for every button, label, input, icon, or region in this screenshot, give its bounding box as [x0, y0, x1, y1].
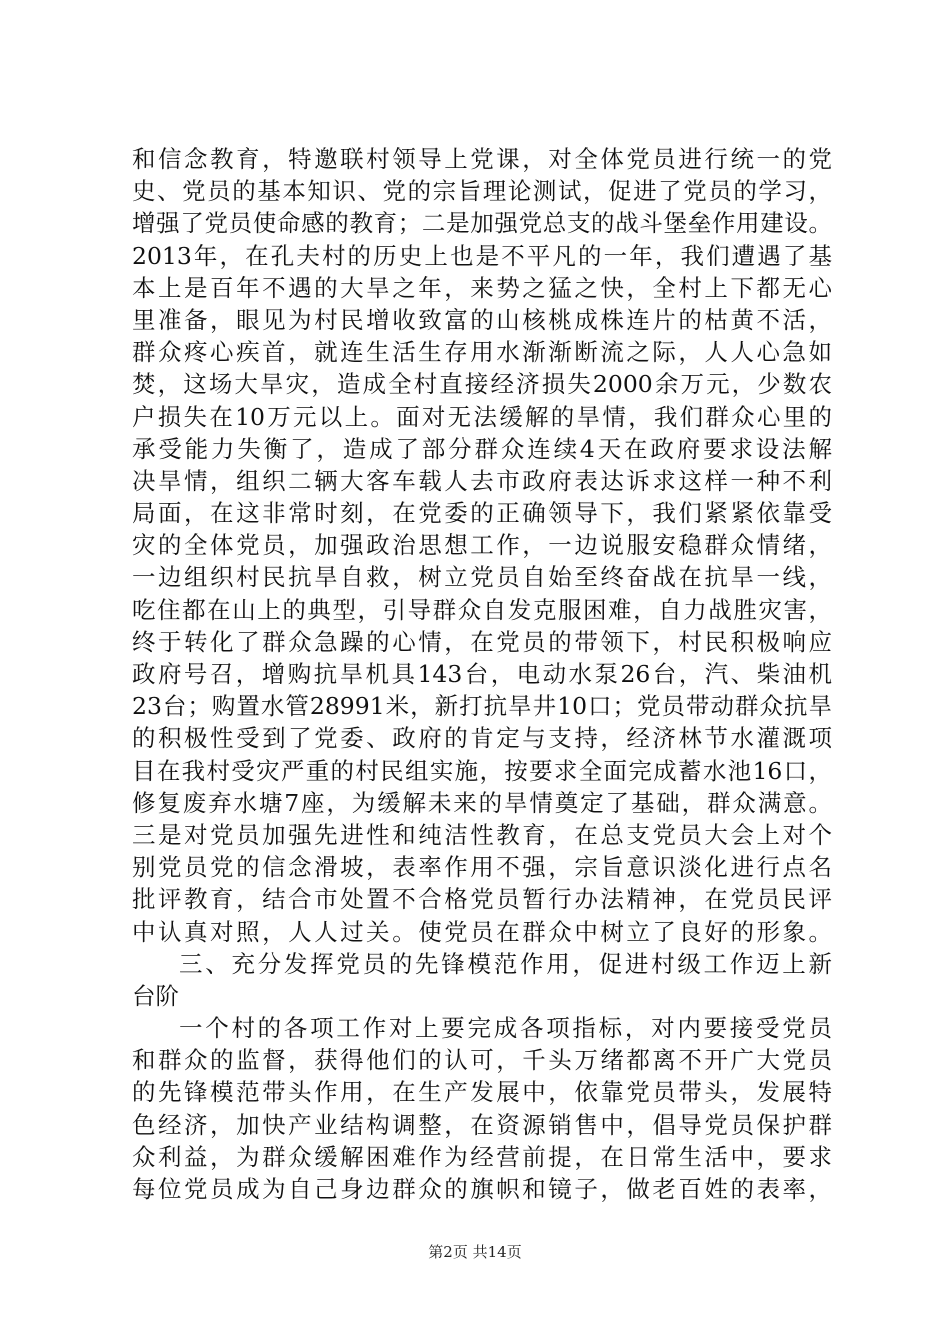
text-line: 修复废弃水塘7座，为缓解未来的旱情奠定了基础，群众满意。 [132, 788, 832, 817]
text-line: 目在我村受灾严重的村民组实施，按要求全面完成蓄水池16口， [132, 756, 832, 785]
text-line: 本上是百年不遇的大旱之年，来势之猛之快，全村上下都无心 [132, 273, 832, 302]
text-line: 焚，这场大旱灾，造成全村直接经济损失2000余万元，少数农 [132, 370, 832, 399]
text-line: 决旱情，组织二辆大客车载人去市政府表达诉求这样一种不利 [132, 466, 832, 495]
text-line: 群众疼心疾首，就连生活生存用水渐渐断流之际，人人心急如 [132, 338, 832, 367]
text-line: 政府号召，增购抗旱机具143台，电动水泵26台，汽、柴油机 [132, 660, 832, 688]
text-line: 一个村的各项工作对上要完成各项指标，对内要接受党员 [179, 1014, 832, 1043]
text-line: 众利益，为群众缓解困难作为经营前提，在日常生活中，要求 [132, 1142, 832, 1171]
text-line: 台阶 [132, 981, 179, 1010]
text-line: 的先锋模范带头作用，在生产发展中，依靠党员带头，发展特 [132, 1078, 832, 1107]
text-line: 终于转化了群众急躁的心情，在党员的带领下，村民积极响应 [132, 627, 832, 656]
text-line: 局面，在这非常时刻，在党委的正确领导下，我们紧紧依靠受 [132, 499, 832, 528]
text-line: 承受能力失衡了，造成了部分群众连续4天在政府要求设法解 [132, 434, 832, 463]
text-line: 里准备，眼见为村民增收致富的山核桃成株连片的枯黄不活， [132, 305, 832, 334]
text-line: 三、充分发挥党员的先锋模范作用，促进村级工作迈上新 [179, 949, 832, 978]
text-line: 每位党员成为自己身边群众的旗帜和镜子，做老百姓的表率， [132, 1175, 832, 1203]
text-line: 和群众的监督，获得他们的认可，千头万绪都离不开广大党员 [132, 1046, 832, 1075]
text-line: 23台；购置水管28991米，新打抗旱井10口；党员带动群众抗旱 [132, 692, 832, 721]
text-line: 2013年，在孔夫村的历史上也是不平凡的一年，我们遭遇了基 [132, 241, 832, 270]
text-line: 和信念教育，特邀联村领导上党课，对全体党员进行统一的党 [132, 145, 832, 173]
text-line: 吃住都在山上的典型，引导群众自发克服困难，自力战胜灾害， [132, 595, 832, 624]
text-line: 的积极性受到了党委、政府的肯定与支持，经济林节水灌溉项 [132, 724, 832, 753]
text-line: 增强了党员使命感的教育；二是加强党总支的战斗堡垒作用建设。 [132, 209, 832, 238]
text-line: 三是对党员加强先进性和纯洁性教育，在总支党员大会上对个 [132, 820, 832, 849]
text-line: 批评教育，结合市处置不合格党员暂行办法精神，在党员民评 [132, 885, 832, 914]
text-line: 灾的全体党员，加强政治思想工作，一边说服安稳群众情绪， [132, 531, 832, 560]
text-line: 色经济，加快产业结构调整，在资源销售中，倡导党员保护群 [132, 1110, 832, 1139]
page-number-footer: 第2页 共14页 [428, 1243, 522, 1261]
document-body [132, 143, 832, 1205]
text-line: 户损失在10万元以上。面对无法缓解的旱情，我们群众心里的 [132, 402, 832, 431]
text-line: 别党员党的信念滑坡，表率作用不强，宗旨意识淡化进行点名 [132, 853, 832, 882]
text-line: 一边组织村民抗旱自救，树立党员自始至终奋战在抗旱一线， [132, 563, 832, 592]
text-line: 中认真对照，人人过关。使党员在群众中树立了良好的形象。 [132, 917, 832, 946]
text-line: 史、党员的基本知识、党的宗旨理论测试，促进了党员的学习， [132, 177, 832, 206]
